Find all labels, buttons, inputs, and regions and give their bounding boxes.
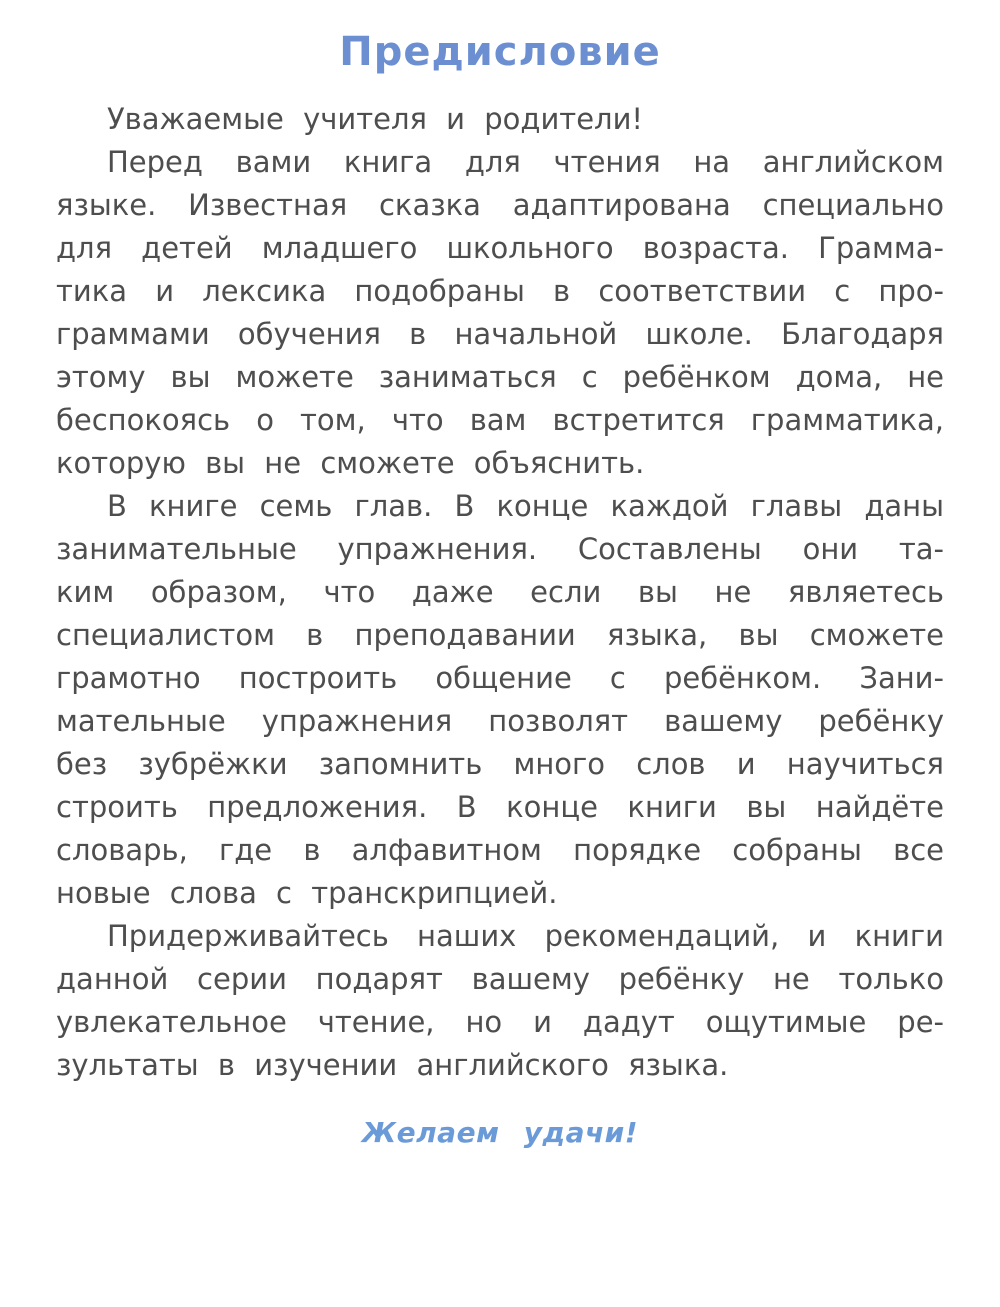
text-line: тика и лексика подобраны в соответствии с про- [56,274,944,308]
text-line: Перед вами книга для чтения на английском [107,145,944,179]
text-line: без зубрёжки запомнить много слов и научиться [56,747,944,781]
text-line: для детей младшего школьного возраста. Грамма- [56,231,944,265]
page-title: Предисловие [339,29,661,75]
text-line: Придерживайтесь наших рекомендаций, и книги [107,919,944,953]
text-line: граммами обучения в начальной школе. Благодаря [56,317,944,351]
text-line: данной серии подарят вашему ребёнку не только [56,962,944,996]
text-line: увлекательное чтение, но и дадут ощутимые ре- [56,1005,944,1039]
text-line: новые слова с транскрипцией. [56,876,558,910]
text-line: зультаты в изучении английского языка. [56,1048,729,1082]
text-line: словарь, где в алфавитном порядке собраны все [56,833,944,867]
greeting-line: Уважаемые учителя и родители! [107,102,644,136]
text-line: языке. Известная сказка адаптирована специально [56,188,944,222]
signoff: Желаем удачи! [361,1116,639,1149]
text-line: В книге семь глав. В конце каждой главы даны [107,489,944,523]
text-line: ким образом, что даже если вы не являетесь [56,575,944,609]
text-line: специалистом в преподавании языка, вы сможете [56,618,944,652]
text-line: занимательные упражнения. Составлены они та- [56,532,944,566]
text-line: которую вы не сможете объяснить. [56,446,645,480]
text-line: беспокоясь о том, что вам встретится грамматика, [56,403,944,437]
text-line: этому вы можете заниматься с ребёнком дома, не [56,360,944,394]
text-line: мательные упражнения позволят вашему ребёнку [56,704,944,738]
body-text [56,98,944,1087]
text-line: грамотно построить общение с ребёнком. Зани- [56,661,944,695]
text-line: строить предложения. В конце книги вы найдёте [56,790,944,824]
